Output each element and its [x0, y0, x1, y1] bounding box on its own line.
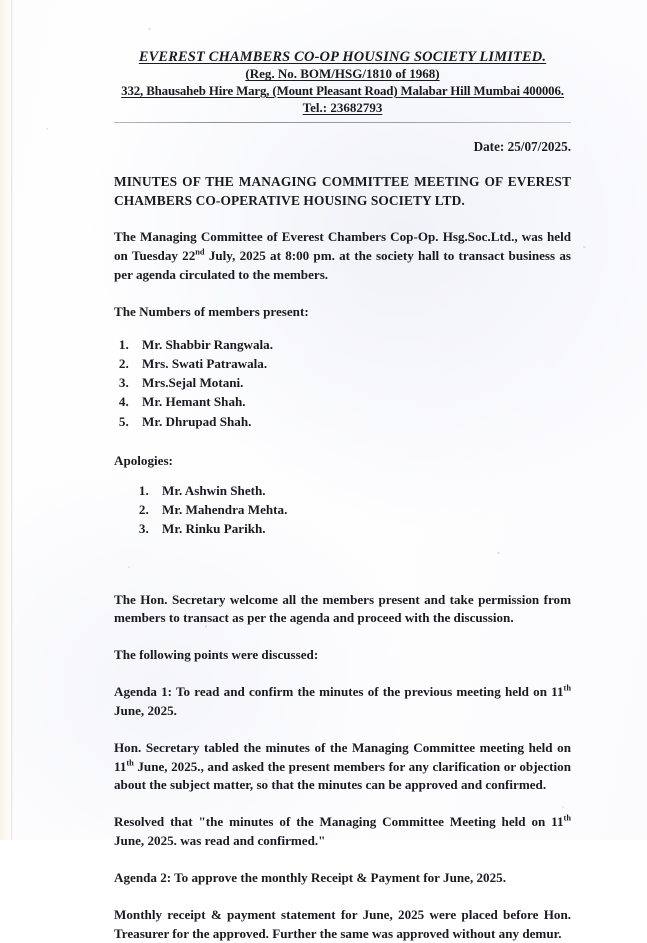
society-name [114, 48, 571, 66]
agenda-1-discussion [114, 739, 571, 796]
apologies-heading: Apologies: [114, 452, 173, 468]
agenda-1-discussion-ordinal-suffix: th [126, 758, 134, 768]
scan-speck [583, 246, 586, 248]
intro-text-before: The Managing Committee of Everest Chambers Cop-Op. Hsg.Soc.Ltd., was held on Tuesday 22 [114, 229, 571, 264]
scan-speck [46, 128, 48, 130]
header-divider [114, 122, 571, 123]
page-title [114, 172, 571, 210]
scan-left-edge [0, 0, 11, 840]
scan-left-edge-shadow [11, 0, 13, 840]
list-item: 1. Mr. Ashwin Sheth. [152, 481, 571, 500]
intro-ordinal-suffix: nd [195, 247, 205, 257]
agenda-1-text-after: June, 2025. [114, 702, 177, 718]
agenda-1-resolution-after: June, 2025. was read and confirmed." [114, 833, 326, 849]
apologies-list [114, 481, 571, 539]
agenda-1-ordinal-suffix: th [563, 683, 571, 693]
agenda-2-body: Monthly receipt & payment statement for June, 2025 were placed before Hon. Treasurer for the approved. Further the same was approved without any demur. [114, 906, 571, 941]
agenda-1-text-before: Agenda 1: To read and confirm the minutes of the previous meeting held on 11 [114, 684, 564, 700]
list-item: 2. Mrs. Swati Patrawala. [132, 354, 571, 373]
members-present-list [114, 335, 571, 431]
agenda-1-discussion-before: Hon. Secretary tabled the minutes of the Managing Committee meeting held on 11 [114, 739, 571, 774]
page-title-line-1: MINUTES OF THE MANAGING COMMITTEE MEETING OF EVEREST [114, 174, 571, 190]
members-present-heading: The Numbers of members present: [114, 303, 309, 319]
society-address [114, 83, 571, 100]
list-item: 3. Mrs.Sejal Motani. [132, 373, 571, 392]
agenda-1-resolution-before: Resolved that "the minutes of the Managing Committee Meeting held on 11 [114, 814, 564, 830]
page-title-line-2: CHAMBERS CO-OPERATIVE HOUSING SOCIETY LTD. [114, 193, 465, 209]
society-telephone-text: Tel.: 23682793 [302, 99, 383, 115]
list-item: 2. Mr. Mahendra Mehta. [152, 500, 571, 519]
section-spacer [114, 539, 571, 573]
letterhead [114, 0, 571, 116]
agenda-1-heading [114, 683, 571, 721]
society-telephone [114, 100, 571, 117]
intro-paragraph [114, 228, 571, 285]
list-item: 4. Mr. Hemant Shah. [132, 392, 571, 411]
list-item: 1. Mr. Shabbir Rangwala. [132, 335, 571, 354]
society-address-text: 332, Bhausaheb Hire Marg, (Mount Pleasant Road) Malabar Hill Mumbai 400006. [121, 84, 564, 99]
list-item: 3. Mr. Rinku Parikh. [152, 519, 571, 538]
agenda-2-heading: Agenda 2: To approve the monthly Receipt & Payment for June, 2025. [114, 869, 506, 885]
list-item: 5. Mr. Dhrupad Shah. [132, 412, 571, 431]
registration-number-text: (Reg. No. BOM/HSG/1810 of 1968) [245, 66, 440, 82]
agenda-1-resolution-ordinal-suffix: th [563, 813, 571, 823]
agenda-1-discussion-after: June, 2025., and asked the present members for any clarification or objection about the subject matter, so that the minutes can be approved and confirmed. [114, 758, 571, 793]
agenda-1-resolution [114, 813, 571, 851]
document-content [114, 0, 571, 943]
document-date: Date: 25/07/2025. [473, 139, 571, 155]
points-discussed-heading: The following points were discussed: [114, 647, 319, 663]
welcome-paragraph: The Hon. Secretary welcome all the members present and take permission from members to transact as per the agenda and proceed with the discussion. [114, 591, 571, 626]
society-name-text: EVEREST CHAMBERS CO-OP HOUSING SOCIETY LIMITED. [138, 49, 547, 65]
intro-text-after: July, 2025 at 8:00 pm. at the society hall to transact business as per agenda circulated to the members. [114, 248, 571, 282]
registration-number [114, 66, 571, 83]
